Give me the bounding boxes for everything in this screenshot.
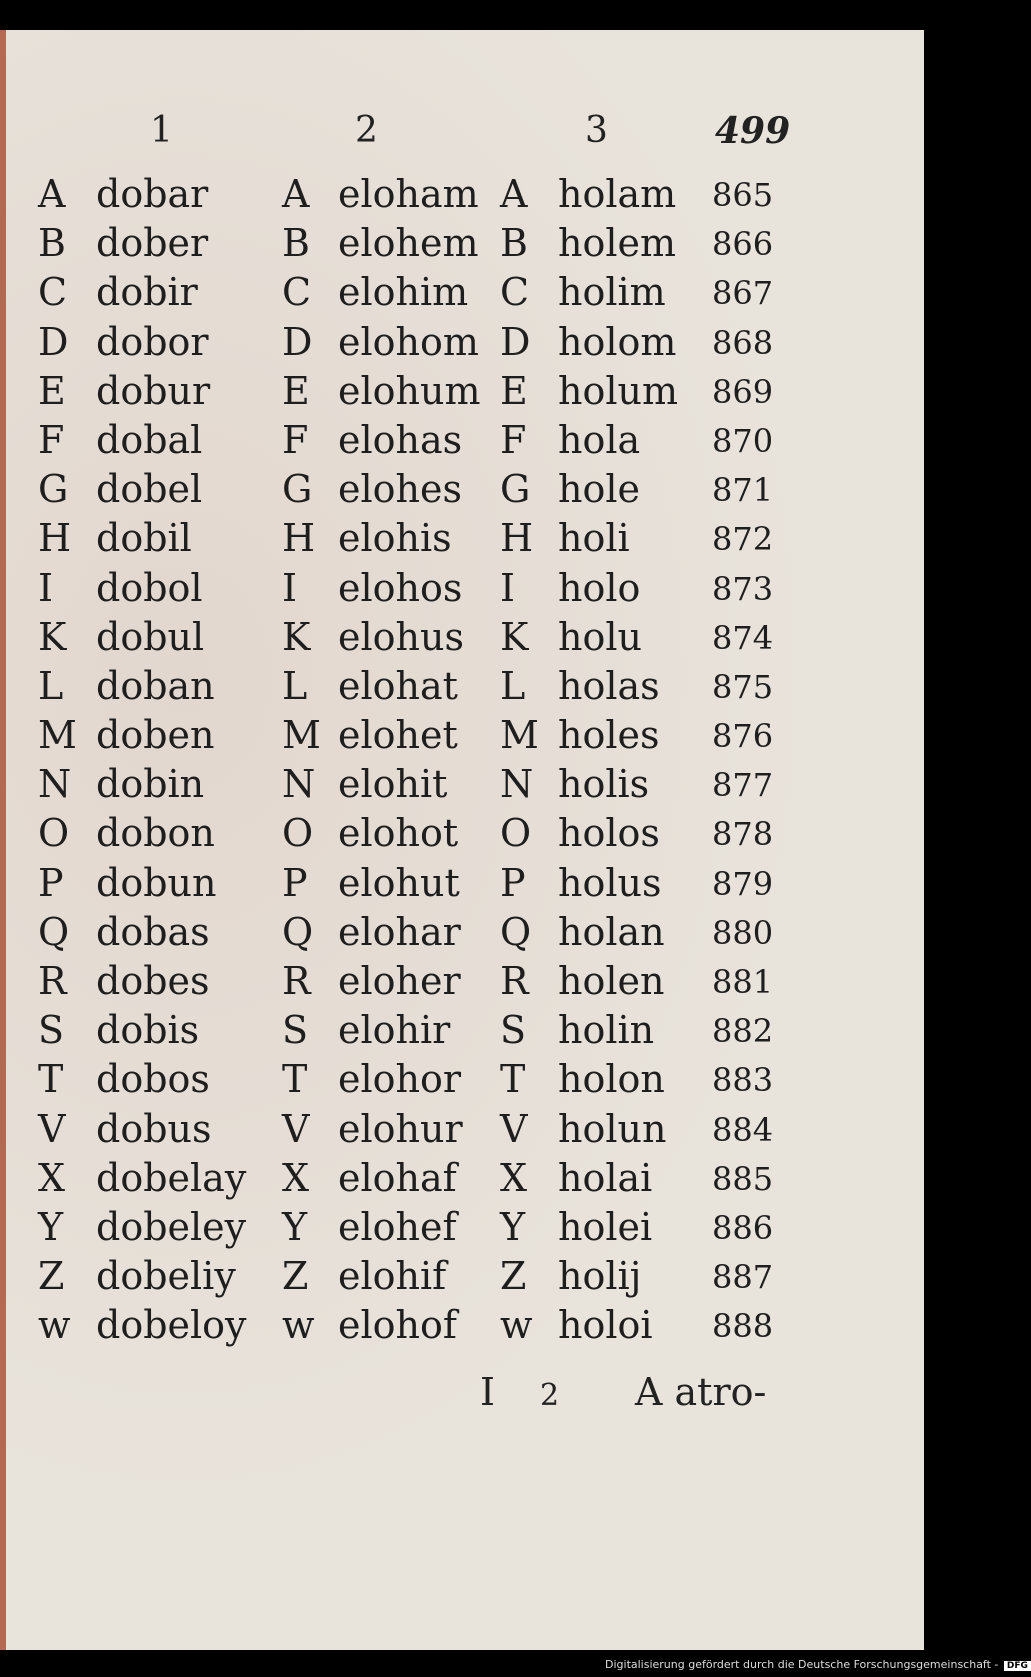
- table-row: [0, 221, 924, 270]
- word-col-3: holes: [558, 713, 660, 758]
- page-footer: [0, 1370, 924, 1420]
- word-col-1: dobeliy: [96, 1254, 236, 1299]
- row-number: 885: [712, 1159, 774, 1198]
- letter-col-1: P: [38, 860, 64, 905]
- letter-col-2: K: [282, 614, 311, 659]
- word-col-1: dobol: [96, 565, 203, 610]
- word-col-3: holum: [558, 368, 679, 413]
- word-col-3: holon: [558, 1057, 665, 1102]
- word-col-2: elohot: [338, 811, 459, 856]
- word-col-1: dobal: [96, 417, 203, 462]
- letter-col-3: N: [500, 762, 534, 807]
- word-col-1: dobun: [96, 860, 217, 905]
- word-col-1: dobus: [96, 1106, 212, 1151]
- row-number: 872: [712, 520, 774, 559]
- letter-col-2: D: [282, 319, 313, 364]
- table-row: [0, 320, 924, 369]
- letter-col-3: G: [500, 467, 531, 512]
- word-col-1: doban: [96, 663, 215, 708]
- table-row: [0, 1057, 924, 1106]
- word-col-2: elohas: [338, 417, 463, 462]
- letter-col-3: F: [500, 417, 527, 462]
- column-header-1: 1: [150, 110, 173, 151]
- table-row: [0, 516, 924, 565]
- row-number: 869: [712, 372, 774, 411]
- letter-col-1: I: [38, 565, 54, 610]
- letter-col-3: B: [500, 221, 528, 266]
- letter-col-2: B: [282, 221, 310, 266]
- letter-col-3: K: [500, 614, 529, 659]
- word-col-2: elohes: [338, 467, 462, 512]
- signature-mark-2: 2: [540, 1378, 560, 1413]
- letter-col-3: D: [500, 319, 531, 364]
- table-row: [0, 1107, 924, 1156]
- letter-col-1: C: [38, 270, 68, 315]
- letter-col-2: Y: [282, 1204, 308, 1249]
- table-row: [0, 713, 924, 762]
- word-col-1: dobeloy: [96, 1303, 247, 1348]
- letter-col-1: E: [38, 368, 66, 413]
- row-number: 887: [712, 1258, 774, 1297]
- letter-col-2: G: [282, 467, 313, 512]
- word-col-3: holu: [558, 614, 642, 659]
- word-col-2: elohus: [338, 614, 464, 659]
- letter-col-3: w: [500, 1303, 533, 1348]
- letter-col-3: A: [500, 172, 528, 216]
- letter-col-2: V: [282, 1106, 310, 1151]
- word-col-3: holei: [558, 1204, 653, 1249]
- letter-col-2: F: [282, 417, 309, 462]
- table-row: [0, 1254, 924, 1303]
- word-col-3: holo: [558, 565, 641, 610]
- word-col-1: dobes: [96, 959, 210, 1003]
- letter-col-1: Y: [38, 1204, 64, 1249]
- letter-col-2: C: [282, 270, 312, 315]
- word-col-2: elohis: [338, 516, 452, 561]
- letter-col-1: Z: [38, 1254, 65, 1299]
- catchword: A atro-: [635, 1370, 767, 1414]
- word-col-3: holos: [558, 811, 660, 856]
- word-col-2: elohom: [338, 319, 479, 364]
- word-col-3: holas: [558, 663, 660, 708]
- table-row: [0, 1008, 924, 1057]
- word-col-1: dobis: [96, 1008, 200, 1053]
- letter-col-2: S: [282, 1008, 309, 1053]
- row-number: 879: [712, 864, 774, 903]
- letter-col-3: O: [500, 811, 532, 856]
- word-col-3: holi: [558, 516, 630, 561]
- table-row: [0, 1205, 924, 1254]
- word-col-2: elohut: [338, 860, 460, 905]
- word-col-2: elohof: [338, 1303, 457, 1348]
- word-col-2: elohos: [338, 565, 463, 610]
- table-row: [0, 1303, 924, 1352]
- row-number: 873: [712, 569, 774, 608]
- table-row: [0, 172, 924, 221]
- row-number: 868: [712, 323, 774, 362]
- word-col-1: dobul: [96, 614, 205, 659]
- letter-col-3: V: [500, 1106, 528, 1151]
- letter-col-1: G: [38, 467, 69, 512]
- table-row: [0, 369, 924, 418]
- word-col-2: elohem: [338, 221, 479, 266]
- cipher-table: [0, 172, 924, 1353]
- word-col-3: hole: [558, 467, 640, 512]
- word-col-3: holin: [558, 1008, 655, 1053]
- column-header-3: 3: [585, 110, 608, 151]
- letter-col-2: R: [282, 959, 311, 1003]
- letter-col-2: Q: [282, 909, 314, 954]
- table-row: [0, 762, 924, 811]
- letter-col-3: Y: [500, 1204, 526, 1249]
- table-row: [0, 566, 924, 615]
- table-row: [0, 1156, 924, 1205]
- letter-col-1: S: [38, 1008, 65, 1053]
- row-number: 874: [712, 618, 774, 657]
- word-col-1: dobar: [96, 172, 209, 216]
- word-col-2: elohat: [338, 663, 458, 708]
- word-col-3: hola: [558, 417, 641, 462]
- letter-col-2: O: [282, 811, 314, 856]
- word-col-3: holun: [558, 1106, 667, 1151]
- word-col-1: doben: [96, 713, 215, 758]
- letter-col-1: M: [38, 713, 77, 758]
- letter-col-3: R: [500, 959, 529, 1003]
- letter-col-2: w: [282, 1303, 315, 1348]
- row-number: 865: [712, 176, 774, 214]
- row-number: 883: [712, 1061, 774, 1100]
- table-row: [0, 467, 924, 516]
- row-number: 884: [712, 1110, 774, 1149]
- word-col-1: dobel: [96, 467, 203, 512]
- row-number: 882: [712, 1012, 774, 1051]
- page-number: 499: [715, 110, 791, 152]
- word-col-2: elohum: [338, 368, 481, 413]
- credit-text: Digitalisierung gefördert durch die Deutsche Forschungsgemeinschaft -: [605, 1658, 999, 1671]
- row-number: 876: [712, 717, 774, 756]
- letter-col-3: I: [500, 565, 516, 610]
- word-col-1: dobir: [96, 270, 198, 315]
- word-col-2: eloham: [338, 172, 479, 216]
- letter-col-3: Z: [500, 1254, 527, 1299]
- letter-col-1: K: [38, 614, 67, 659]
- letter-col-2: M: [282, 713, 321, 758]
- table-row: [0, 418, 924, 467]
- letter-col-1: L: [38, 663, 64, 708]
- word-col-1: dobelay: [96, 1155, 247, 1200]
- table-row: [0, 959, 924, 1008]
- row-number: 867: [712, 274, 774, 313]
- word-col-3: holen: [558, 959, 665, 1003]
- row-number: 888: [712, 1307, 774, 1346]
- row-number: 871: [712, 471, 774, 510]
- word-col-3: holom: [558, 319, 677, 364]
- table-row: [0, 910, 924, 959]
- word-col-2: elohif: [338, 1254, 447, 1299]
- word-col-1: dobor: [96, 319, 209, 364]
- word-col-1: dobur: [96, 368, 211, 413]
- table-row: [0, 664, 924, 713]
- letter-col-1: B: [38, 221, 66, 266]
- row-number: 878: [712, 815, 774, 854]
- table-row: [0, 270, 924, 319]
- word-col-1: dober: [96, 221, 209, 266]
- letter-col-1: T: [38, 1057, 64, 1102]
- table-row: [0, 861, 924, 910]
- letter-col-1: N: [38, 762, 72, 807]
- letter-col-2: E: [282, 368, 310, 413]
- letter-col-3: T: [500, 1057, 526, 1102]
- letter-col-1: A: [38, 172, 66, 216]
- word-col-2: elohaf: [338, 1155, 457, 1200]
- letter-col-3: C: [500, 270, 530, 315]
- letter-col-2: N: [282, 762, 316, 807]
- word-col-3: holan: [558, 909, 665, 954]
- word-col-3: holam: [558, 172, 677, 216]
- letter-col-1: H: [38, 516, 72, 561]
- letter-col-2: P: [282, 860, 308, 905]
- letter-col-1: O: [38, 811, 70, 856]
- row-number: 870: [712, 421, 774, 460]
- letter-col-2: L: [282, 663, 308, 708]
- letter-col-1: X: [38, 1155, 66, 1200]
- word-col-2: elohim: [338, 270, 469, 315]
- word-col-1: dobas: [96, 909, 210, 954]
- digitization-credit: [605, 1658, 1031, 1671]
- table-row: [0, 811, 924, 860]
- letter-col-1: R: [38, 959, 67, 1003]
- word-col-2: elohet: [338, 713, 458, 758]
- word-col-2: eloher: [338, 959, 461, 1003]
- word-col-2: elohef: [338, 1204, 457, 1249]
- letter-col-2: A: [282, 172, 310, 216]
- row-number: 886: [712, 1208, 774, 1247]
- letter-col-3: Q: [500, 909, 532, 954]
- letter-col-2: X: [282, 1155, 310, 1200]
- row-number: 866: [712, 225, 774, 264]
- letter-col-2: T: [282, 1057, 308, 1102]
- word-col-2: elohir: [338, 1008, 451, 1053]
- word-col-1: dobin: [96, 762, 205, 807]
- letter-col-3: X: [500, 1155, 528, 1200]
- letter-col-2: H: [282, 516, 316, 561]
- word-col-1: dobeley: [96, 1204, 247, 1249]
- word-col-3: holem: [558, 221, 677, 266]
- letter-col-2: Z: [282, 1254, 309, 1299]
- row-number: 881: [712, 963, 774, 1001]
- letter-col-1: V: [38, 1106, 66, 1151]
- letter-col-3: H: [500, 516, 534, 561]
- word-col-3: holim: [558, 270, 666, 315]
- row-number: 880: [712, 913, 774, 952]
- letter-col-3: S: [500, 1008, 527, 1053]
- word-col-3: holij: [558, 1254, 642, 1299]
- signature-mark-1: I: [480, 1370, 496, 1414]
- dfg-logo: DFG: [1004, 1661, 1031, 1671]
- word-col-2: elohit: [338, 762, 448, 807]
- column-header-2: 2: [355, 110, 378, 151]
- table-row: [0, 615, 924, 664]
- letter-col-2: I: [282, 565, 298, 610]
- row-number: 877: [712, 766, 774, 805]
- letter-col-1: D: [38, 319, 69, 364]
- word-col-2: elohar: [338, 909, 461, 954]
- word-col-2: elohur: [338, 1106, 463, 1151]
- letter-col-1: w: [38, 1303, 71, 1348]
- word-col-2: elohor: [338, 1057, 462, 1102]
- word-col-1: dobon: [96, 811, 215, 856]
- word-col-3: holoi: [558, 1303, 653, 1348]
- word-col-1: dobil: [96, 516, 192, 561]
- letter-col-3: L: [500, 663, 526, 708]
- letter-col-1: F: [38, 417, 65, 462]
- row-number: 875: [712, 667, 774, 706]
- word-col-3: holus: [558, 860, 662, 905]
- word-col-3: holai: [558, 1155, 653, 1200]
- letter-col-3: M: [500, 713, 539, 758]
- word-col-3: holis: [558, 762, 650, 807]
- letter-col-3: E: [500, 368, 528, 413]
- letter-col-1: Q: [38, 909, 70, 954]
- column-header-row: [0, 110, 924, 160]
- letter-col-3: P: [500, 860, 526, 905]
- word-col-1: dobos: [96, 1057, 210, 1102]
